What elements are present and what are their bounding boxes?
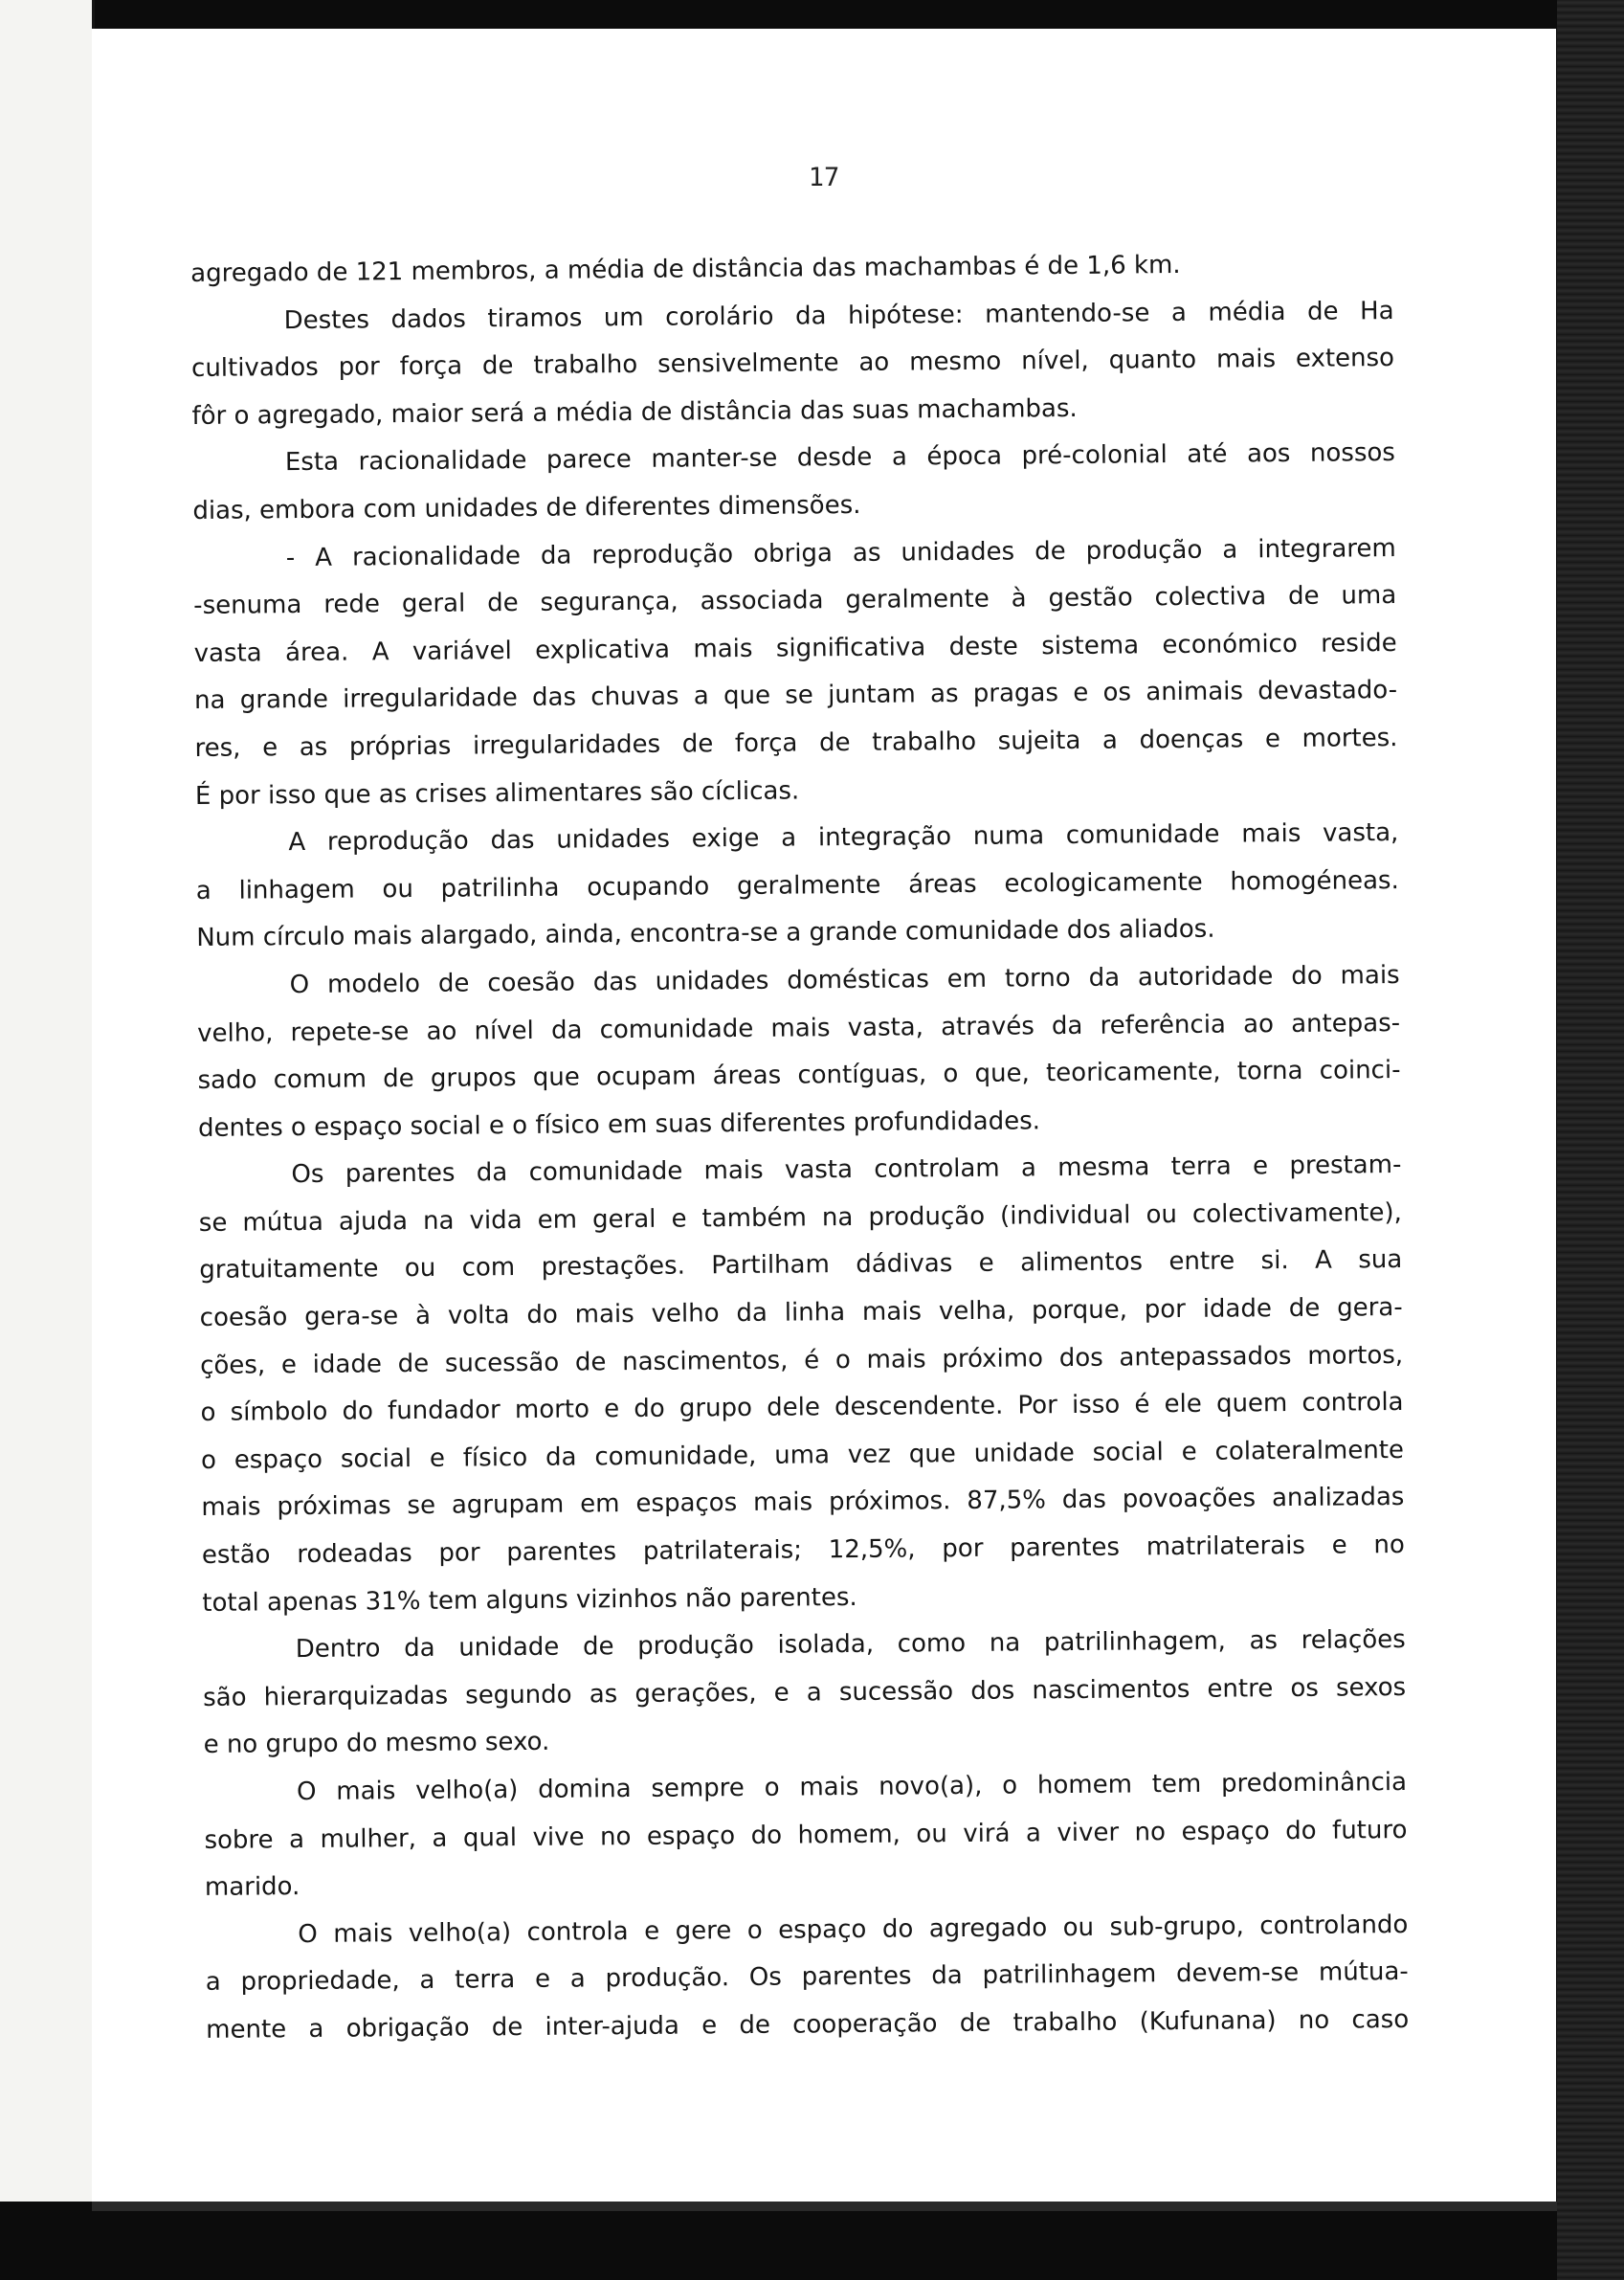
text-line: gratuitamente ou com prestações. Partilham dádivas e alimentos entre si. A sua bbox=[199, 1245, 1403, 1285]
text-line: O mais velho(a) domina sempre o mais novo(a), o homem tem predominância bbox=[296, 1767, 1408, 1807]
text-line: res, e as próprias irregularidades de força de trabalho sujeita a doenças e mortes. bbox=[194, 723, 1398, 763]
text-line: mente a obrigação de inter-ajuda e de cooperação de trabalho (Kufunana) no caso bbox=[206, 2004, 1410, 2045]
text-line: velho, repete-se ao nível da comunidade mais vasta, através da referência ao antepas- bbox=[197, 1008, 1401, 1048]
text-line: Esta racionalidade parece manter-se desde a época pré-colonial até aos nossos bbox=[284, 438, 1396, 478]
text-line: sobre a mulher, a qual vive no espaço do homem, ou virá a viver no espaço do futuro bbox=[204, 1815, 1408, 1855]
text-line: agregado de 121 membros, a média de distância das machambas é de 1,6 km. bbox=[190, 250, 1181, 288]
text-line: fôr o agregado, maior será a média de distância das suas machambas. bbox=[191, 393, 1078, 431]
text-line: O modelo de coesão das unidades domésticas em torno da autoridade do mais bbox=[289, 960, 1400, 1000]
text-line: A reprodução das unidades exige a integração numa comunidade mais vasta, bbox=[288, 818, 1399, 858]
text-line: na grande irregularidade das chuvas a que se juntam as pragas e os animais devastado- bbox=[193, 676, 1398, 716]
text-line: marido. bbox=[204, 1872, 300, 1903]
text-line: Dentro da unidade de produção isolada, como na patrilinhagem, as relações bbox=[295, 1625, 1406, 1665]
text-line: Destes dados tiramos um corolário da hipótese: mantendo-se a média de Ha bbox=[283, 296, 1394, 335]
text-line: É por isso que as crises alimentares são cíclicas. bbox=[194, 776, 800, 811]
text-line: total apenas 31% tem alguns vizinhos não parentes. bbox=[202, 1582, 857, 1618]
scan-right-edge bbox=[1557, 0, 1624, 2280]
scan-bottom-edge bbox=[92, 2202, 1557, 2211]
text-line: estão rodeadas por parentes patrilaterais; 12,5%, por parentes matrilaterais e no bbox=[201, 1531, 1405, 1570]
text-line: Num círculo mais alargado, ainda, encontra-se a grande comunidade dos aliados. bbox=[196, 914, 1215, 953]
text-line: ções, e idade de sucessão de nascimentos, é o mais próximo dos antepassados mortos, bbox=[200, 1340, 1404, 1380]
text-line: o símbolo do fundador morto e do grupo dele descendente. Por isso é ele quem controla bbox=[200, 1388, 1404, 1428]
text-line: vasta área. A variável explicativa mais significativa deste sistema económico reside bbox=[193, 628, 1397, 668]
text-line: são hierarquizadas segundo as gerações, e a sucessão dos nascimentos entre os sexos bbox=[203, 1672, 1407, 1712]
text-line: - A racionalidade da reprodução obriga as unidades de produção a integrarem bbox=[285, 533, 1396, 572]
text-line: se mútua ajuda na vida em geral e também na produção (individual ou colectivamente), bbox=[198, 1197, 1402, 1238]
text-line: mais próximas se agrupam em espaços mais próximos. 87,5% das povoações analizadas bbox=[201, 1483, 1405, 1523]
text-line: a propriedade, a terra e a produção. Os parentes da patrilinhagem devem-se mútua- bbox=[205, 1957, 1409, 1998]
text-line: o espaço social e físico da comunidade, uma vez que unidade social e colateralmente bbox=[200, 1435, 1405, 1475]
text-line: -senuma rede geral de segurança, associada geralmente à gestão colectiva de uma bbox=[193, 581, 1397, 621]
text-line: cultivados por força de trabalho sensivelmente ao mesmo nível, quanto mais extenso bbox=[190, 344, 1395, 384]
text-line: sado comum de grupos que ocupam áreas contíguas, o que, teoricamente, torna coinci- bbox=[197, 1056, 1401, 1096]
text-line: dias, embora com unidades de diferentes dimensões. bbox=[192, 490, 861, 525]
page-number: 17 bbox=[808, 163, 840, 192]
text-line: O mais velho(a) controla e gere o espaço do agregado ou sub-grupo, controlando bbox=[298, 1910, 1409, 1949]
scan-left-margin bbox=[0, 0, 95, 2202]
body-text bbox=[190, 240, 1409, 2054]
text-line: dentes o espaço social e o físico em suas diferentes profundidades. bbox=[197, 1106, 1041, 1143]
text-line: a linhagem ou patrilinha ocupando geralmente áreas ecologicamente homogéneas. bbox=[195, 865, 1399, 905]
text-line: e no grupo do mesmo sexo. bbox=[203, 1728, 550, 1760]
document-page bbox=[92, 29, 1556, 2202]
text-line: coesão gera-se à volta do mais velho da linha mais velha, porque, por idade de gera- bbox=[199, 1293, 1403, 1333]
text-line: Os parentes da comunidade mais vasta controlam a mesma terra e prestam- bbox=[291, 1151, 1402, 1190]
